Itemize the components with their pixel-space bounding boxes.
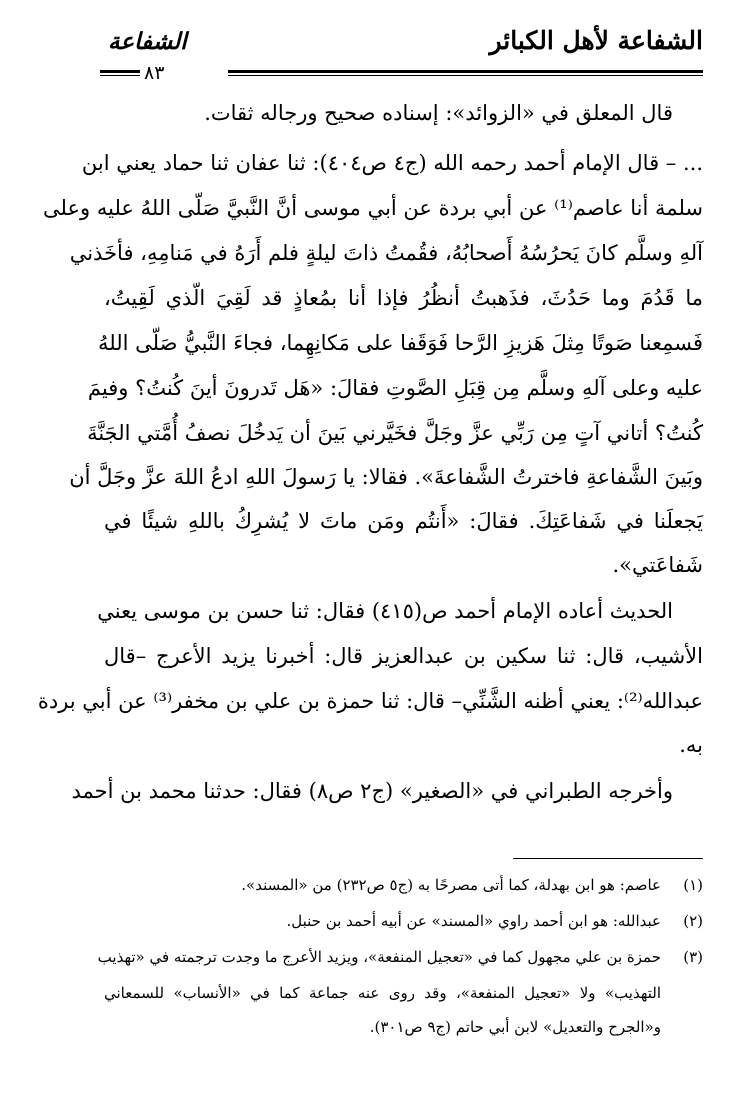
footnote-text: عاصم: هو ابن بهدلة، كما أتى مصرحًا به (ج٥ ص٢٣٢) من «المسند». bbox=[241, 876, 661, 894]
body-line: عليه وعلى آلهِ وسلَّم مِن قِبَلِ الصَّوتِ فقالَ: «هَل تَدرونَ أينَ كُنتُ؟ وفيمَ bbox=[87, 376, 703, 400]
body-line: ما قَدُمَ وما حَدُثَ، فذَهبتُ أنظُرُ فإذا أنا بمُعاذٍ قد لَقِيَ الّذي لَقِيتُ، bbox=[104, 286, 703, 310]
footnote bbox=[97, 948, 703, 970]
footnote bbox=[104, 876, 703, 898]
footnote-continuation: و«الجرح والتعديل» لابن أبي حاتم (ج٩ ص٣٠١). bbox=[369, 1018, 661, 1036]
body-line: شَفاعَتي». bbox=[612, 553, 703, 577]
body-line: وبَينَ الشَّفاعةِ فاخترتُ الشَّفاعةَ». فقالا: يا رَسولَ اللهِ ادعُ اللهَ عزَّ وجَلَّ أن bbox=[69, 465, 703, 489]
running-title: الشفاعة لأهل الكبائر bbox=[489, 26, 703, 55]
footnote-separator bbox=[513, 858, 703, 859]
body-line: ... – قال الإمام أحمد رحمه الله (ج٤ ص٤٠٤): ثنا عفان ثنا حماد يعني ابن bbox=[81, 151, 703, 175]
body-line: الحديث أعاده الإمام أحمد ص(٤١٥) فقال: ثنا حسن بن موسى يعني bbox=[97, 599, 673, 623]
footnote-continuation: التهذيب» ولا «تعجيل المنفعة»، وقد روى عنه جماعة كما في «الأنساب» للسمعاني bbox=[104, 984, 661, 1002]
header-rule-thick bbox=[228, 70, 703, 73]
body-line: الأشيب، قال: ثنا سكين بن عبدالعزيز قال: أخبرنا يزيد الأعرج –قال bbox=[104, 644, 703, 668]
footnote-number: (١) bbox=[683, 876, 703, 894]
body-line: آلهِ وسلَّم كانَ يَحرُسُهُ أَصحابُهُ، فقُمتُ ذاتَ ليلةٍ فلم أَرَهُ في مَنامِهِ، فأخَذني bbox=[69, 241, 703, 265]
footnote-text: عبدالله: هو ابن أحمد راوي «المسند» عن أبيه أحمد بن حنبل. bbox=[286, 912, 661, 930]
body-line: كُنتُ؟ أتاني آتٍ مِن رَبِّي عزَّ وجَلَّ فخَيَّرني بَينَ أن يَدخُلَ نصفُ أُمَّتي الجَنَّةَ bbox=[87, 421, 703, 445]
footnote-number: (٣) bbox=[683, 948, 703, 966]
page-number: ٨٣ bbox=[144, 62, 165, 84]
body-line: به. bbox=[679, 733, 703, 757]
body-line: يَجعلَنا في شَفاعَتِكَ. فقالَ: «أَنتُم ومَن ماتَ لا يُشرِكُ باللهِ شيئًا في bbox=[104, 509, 703, 533]
header-rule-thin bbox=[228, 75, 703, 76]
footnote-text: حمزة بن علي مجهول كما في «تعجيل المنفعة»، ويزيد الأعرج ما وجدت ترجمته في «تهذيب bbox=[97, 948, 661, 966]
body-line: عبدالله⁽²⁾: يعني أظنه الشَّنِّي– قال: ثنا حمزة بن علي بن مخفر⁽³⁾ عن أبي بردة bbox=[37, 689, 703, 713]
footnote-number: (٢) bbox=[683, 912, 703, 930]
body-line: سلمة أنا عاصم⁽¹⁾ عن أبي بردة عن أبي موسى أنَّ النَّبيَّ صَلّى اللهُ عليه وعلى bbox=[43, 196, 703, 220]
body-line: وأخرجه الطبراني في «الصغير» (ج٢ ص٨) فقال: حدثنا محمد بن أحمد bbox=[71, 779, 673, 803]
header-rule-left-thin bbox=[100, 75, 140, 76]
footnote bbox=[104, 912, 703, 934]
body-line: قال المعلق في «الزوائد»: إسناده صحيح ورجاله ثقات. bbox=[204, 101, 673, 125]
header-logo: الشفاعة bbox=[108, 28, 187, 55]
header-rule-left-thick bbox=[100, 70, 140, 73]
body-line: فَسمِعنا صَوتًا مِثلَ هَزيزِ الرَّحا فَوَقَفا على مَكانِهِما، فجاءَ النَّبيُّ صَلّى اللهُ bbox=[98, 331, 703, 355]
